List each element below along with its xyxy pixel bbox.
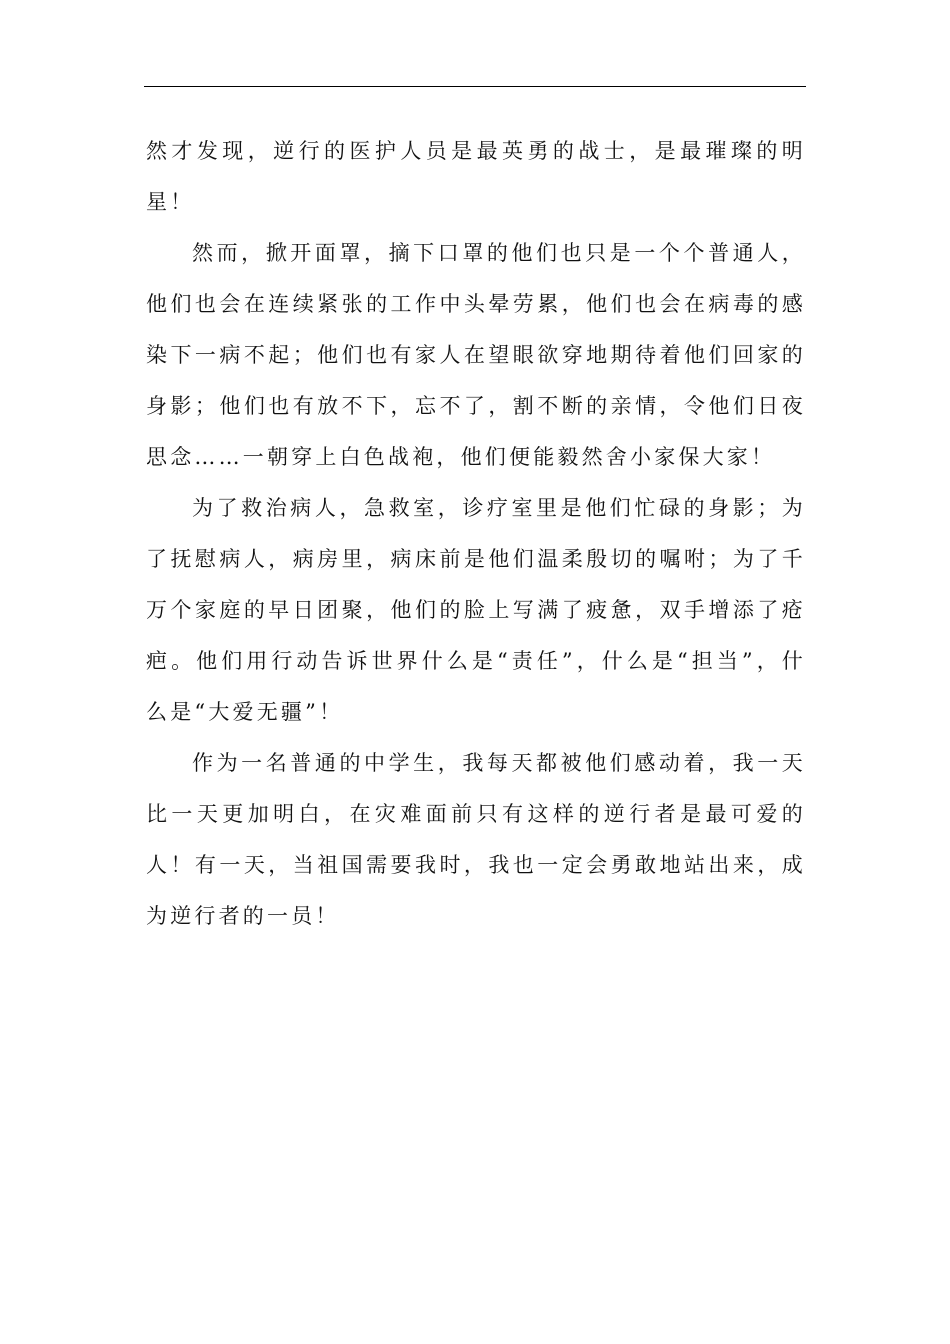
paragraph-rescue-work: 为了救治病人，急救室，诊疗室里是他们忙碌的身影；为了抚慰病人，病房里，病床前是他们温柔殷切的嘱咐；为了千万个家庭的早日团聚，他们的脸上写满了疲惫，双手增添了疮疤。他们用行动告诉世界什么是“责任”，什么是“担当”，什么是“大爱无疆”！ xyxy=(146,496,806,724)
paragraph-continuation: 然才发现，逆行的医护人员是最英勇的战士，是最璀璨的明星！ xyxy=(146,139,806,214)
header-rule xyxy=(144,86,806,87)
paragraph-ordinary-people: 然而，掀开面罩，摘下口罩的他们也只是一个个普通人，他们也会在连续紧张的工作中头晕劳累，他们也会在病毒的感染下一病不起；他们也有家人在望眼欲穿地期待着他们回家的身影；他们也有放不下，忘不了，割不断的亲情，令他们日夜思念……一朝穿上白色战袍，他们便能毅然舍小家保大家！ xyxy=(146,241,806,469)
document-body xyxy=(146,126,806,942)
paragraph-student-resolve: 作为一名普通的中学生，我每天都被他们感动着，我一天比一天更加明白，在灾难面前只有这样的逆行者是最可爱的人！有一天，当祖国需要我时，我也一定会勇敢地站出来，成为逆行者的一员！ xyxy=(146,751,806,928)
